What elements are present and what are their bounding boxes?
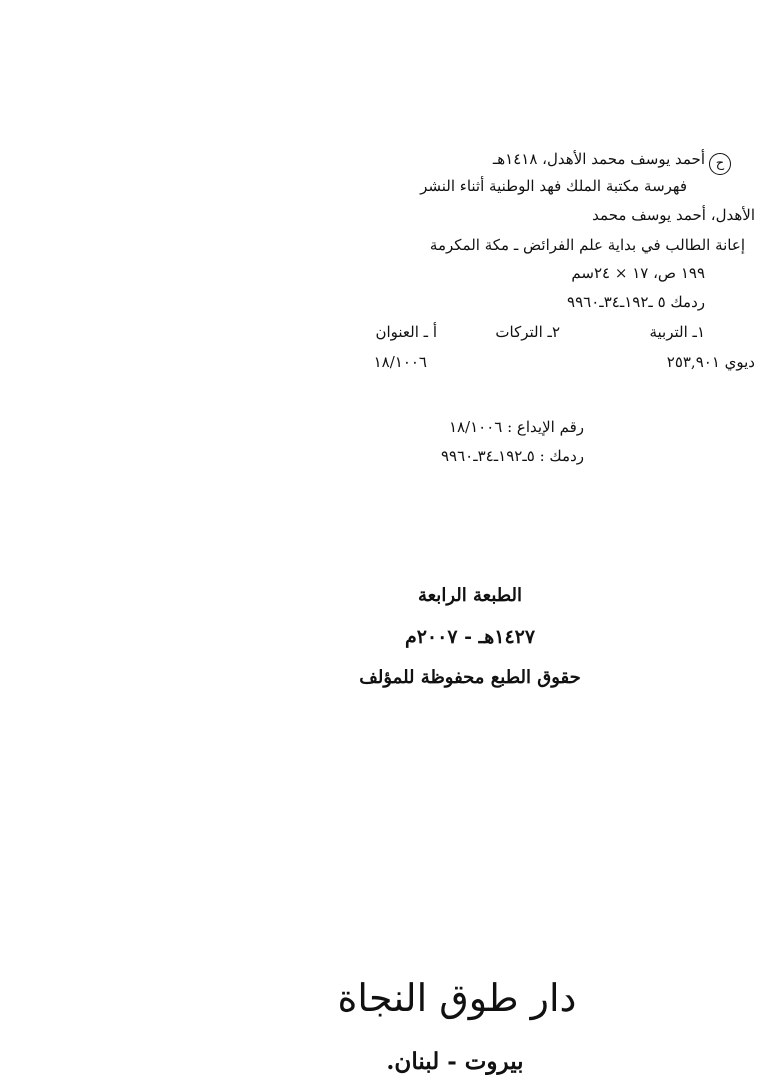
copyright-symbol: ح	[709, 153, 731, 175]
edition-year: ١٤٢٧هـ - ٢٠٠٧م	[404, 626, 536, 648]
deposit-isbn: ردمك : ٥ـ١٩٢ـ٣٤ـ٩٩٦٠	[440, 447, 584, 465]
edition-title: الطبعة الرابعة	[417, 585, 523, 606]
catalog-line-isbn: ردمك ٥ ـ١٩٢ـ٣٤ـ٩٩٦٠	[567, 293, 705, 311]
deposit-number: رقم الإيداع : ١٨/١٠٠٦	[448, 418, 584, 436]
catalog-line-library: فهرسة مكتبة الملك فهد الوطنية أثناء النشر	[420, 177, 687, 195]
publisher-logo	[337, 965, 577, 1027]
catalog-line-pages: ١٩٩ ص، ١٧ × ٢٤سم	[571, 264, 705, 282]
catalog-line-author: الأهدل، أحمد يوسف محمد	[592, 206, 755, 224]
catalog-subject-3: أ ـ العنوان	[375, 323, 437, 341]
rights-statement: حقوق الطبع محفوظة للمؤلف	[359, 667, 581, 688]
catalog-subject-2: ٢ـ التركات	[495, 323, 560, 341]
catalog-dewey: ديوي ٢٥٣,٩٠١	[666, 353, 755, 371]
catalog-subject-1: ١ـ التربية	[649, 323, 705, 341]
catalog-dewey-number: ١٨/١٠٠٦	[373, 353, 427, 371]
catalog-line-author-year: أحمد يوسف محمد الأهدل، ١٤١٨هـ	[492, 150, 705, 168]
publisher-city: بيروت - لبنان.	[386, 1048, 524, 1075]
catalog-line-title: إعانة الطالب في بداية علم الفرائض ـ مكة المكرمة	[429, 236, 745, 254]
publisher-logo-text: دار طوق النجاة	[337, 976, 577, 1020]
